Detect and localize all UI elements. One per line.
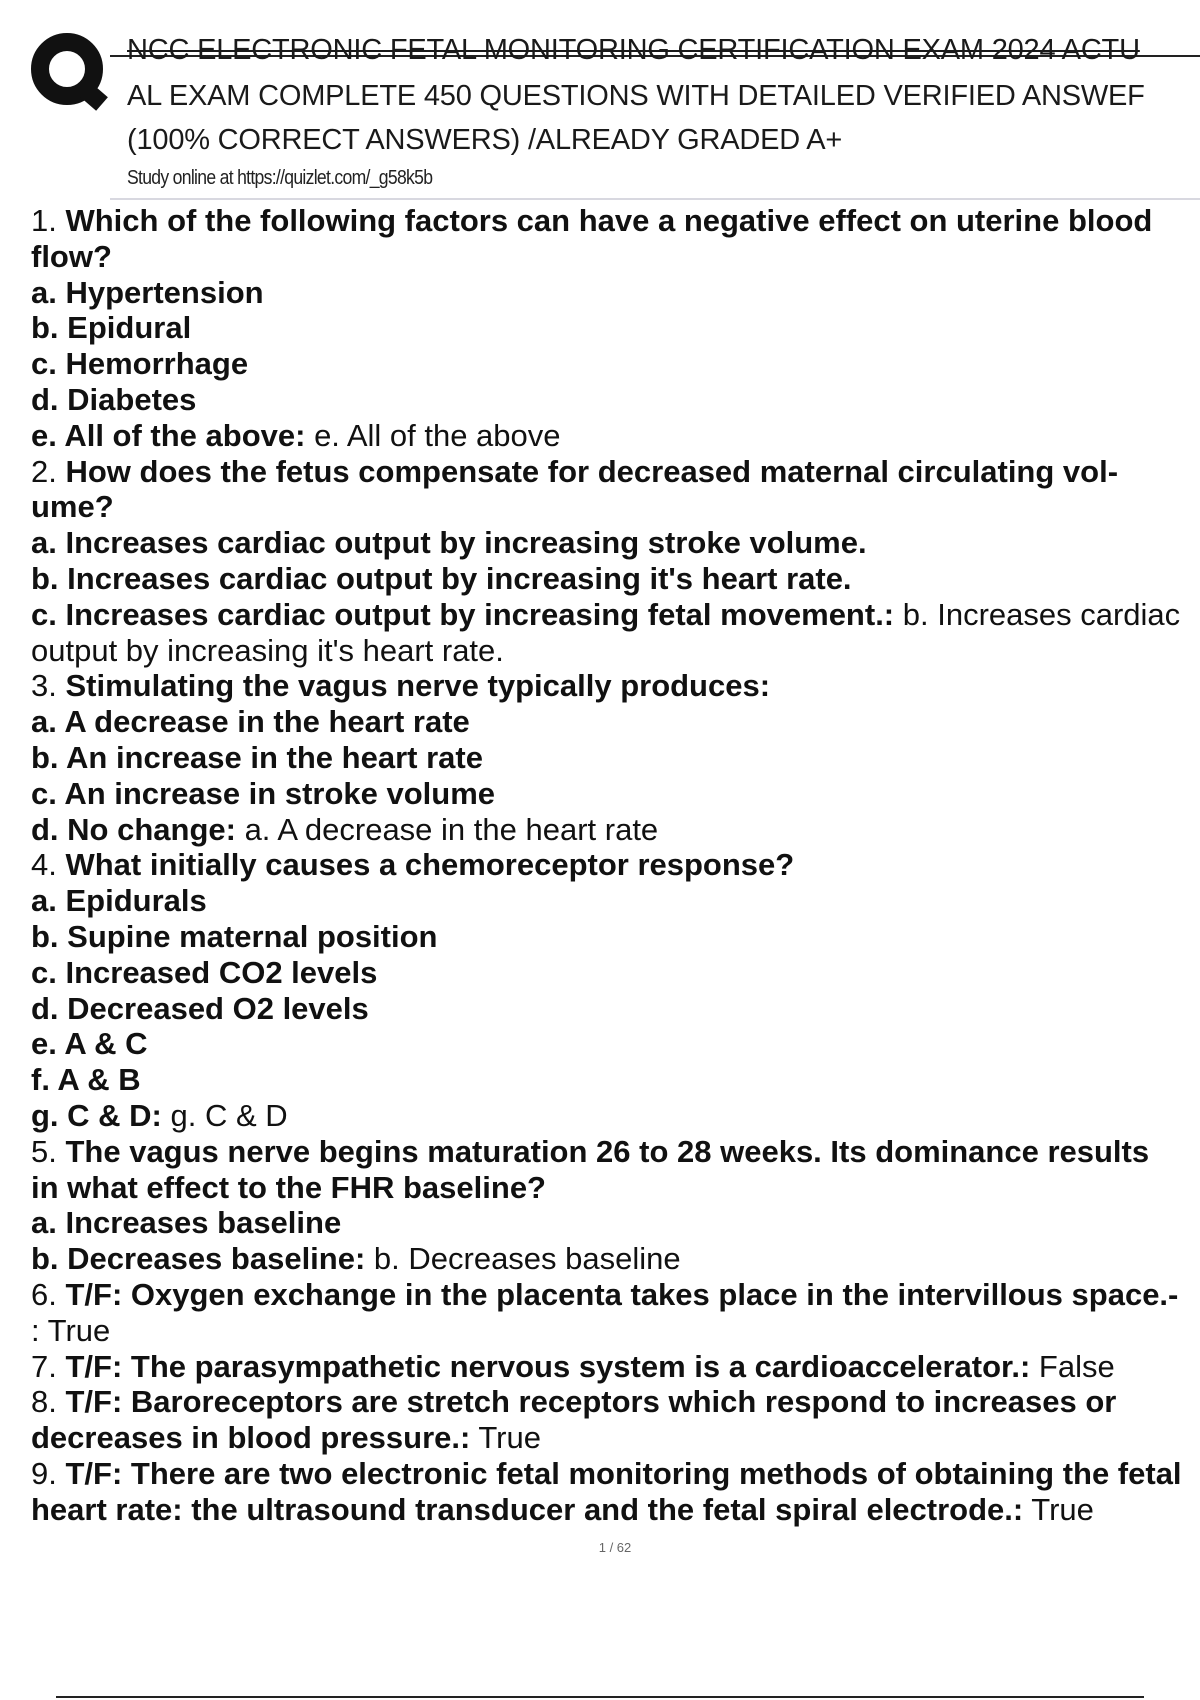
text-line: [31, 883, 1200, 919]
footer-rule: [56, 1696, 1144, 1698]
question-text: Which of the following factors can have a negative effect on uterine blood: [56, 203, 1153, 238]
question-text: c. Hemorrhage: [31, 346, 249, 382]
text-line: [31, 1456, 1200, 1492]
text-line: [31, 955, 1200, 991]
text-line: [31, 1492, 1200, 1528]
question-text: heart rate: the ultrasound transducer and the fetal spiral electrode.:: [31, 1491, 1024, 1527]
question-number: 2.: [31, 453, 57, 489]
text-line: [31, 1420, 1200, 1456]
text-line: [31, 1026, 1200, 1062]
question-text: e. All of the above:: [31, 417, 306, 453]
question-text: Stimulating the vagus nerve typically produces:: [56, 668, 771, 704]
text-line: [31, 203, 1200, 239]
text-line: [31, 1313, 1200, 1349]
text-line: [31, 1241, 1200, 1277]
text-line: [31, 847, 1200, 883]
answer-text: False: [1030, 1348, 1115, 1384]
question-text: a. Increases baseline: [31, 1205, 342, 1241]
question-text: c. An increase in stroke volume: [31, 775, 496, 811]
text-line: [31, 275, 1200, 311]
answer-text: output by increasing it's heart rate.: [31, 632, 504, 668]
page-indicator: 1 / 62: [598, 1540, 632, 1555]
answer-text: b. Increases cardiac: [894, 596, 1181, 632]
document-title-line-3: (100% CORRECT ANSWERS) /ALREADY GRADED A+: [127, 124, 843, 156]
text-line: [31, 1205, 1200, 1241]
answer-text: True: [470, 1420, 541, 1456]
text-line: [31, 525, 1200, 561]
question-number: 6.: [31, 1276, 57, 1312]
text-line: [31, 489, 1200, 525]
question-text: a. A decrease in the heart rate: [31, 704, 470, 740]
text-line: [31, 668, 1200, 704]
question-text: b. Decreases baseline:: [31, 1241, 366, 1277]
text-line: [31, 740, 1200, 776]
question-text: a. Increases cardiac output by increasing stroke volume.: [31, 525, 867, 561]
question-text: g. C & D:: [31, 1097, 162, 1133]
text-line: [31, 239, 1200, 275]
question-text: b. Epidural: [31, 310, 192, 346]
question-number: 5.: [31, 1133, 57, 1169]
question-text: T/F: There are two electronic fetal monitoring methods of obtaining the fetal: [56, 1455, 1182, 1491]
answer-text: g. C & D: [161, 1097, 288, 1133]
question-text: T/F: The parasympathetic nervous system is a cardioaccelerator.:: [56, 1348, 1031, 1384]
question-text: c. Increased CO2 levels: [31, 954, 378, 990]
answer-text: : True: [31, 1312, 111, 1348]
text-line: [31, 1277, 1200, 1313]
text-line: [31, 382, 1200, 418]
text-line: [31, 704, 1200, 740]
question-text: What initially causes a chemoreceptor response?: [56, 847, 795, 883]
text-line: [31, 346, 1200, 382]
text-line: [31, 1349, 1200, 1385]
question-text: T/F: Baroreceptors are stretch receptors which respond to increases or: [56, 1384, 1117, 1420]
text-line: [31, 1134, 1200, 1170]
question-text: f. A & B: [31, 1062, 141, 1098]
question-text: a. Hypertension: [31, 274, 264, 310]
question-text: d. No change:: [31, 811, 236, 847]
text-line: [31, 812, 1200, 848]
question-text: b. Supine maternal position: [31, 918, 438, 954]
answer-text: True: [1023, 1491, 1094, 1527]
question-text: flow?: [31, 238, 112, 274]
text-line: [31, 454, 1200, 490]
text-line: [31, 991, 1200, 1027]
text-line: [31, 1384, 1200, 1420]
text-line: [31, 633, 1200, 669]
question-text: a. Epidurals: [31, 883, 207, 919]
answer-text: e. All of the above: [305, 417, 561, 453]
question-text: decreases in blood pressure.:: [31, 1420, 471, 1456]
text-line: [31, 310, 1200, 346]
text-line: [31, 1098, 1200, 1134]
question-number: 7.: [31, 1348, 57, 1384]
question-text: How does the fetus compensate for decreased maternal circulating vol-: [56, 453, 1119, 489]
document-title-line-1: NCC ELECTRONIC FETAL MONITORING CERTIFICATION EXAM 2024 ACTU: [127, 34, 1140, 66]
question-text: ume?: [31, 489, 114, 525]
question-number: 1.: [31, 203, 57, 238]
answer-text: a. A decrease in the heart rate: [235, 811, 659, 847]
text-line: [31, 418, 1200, 454]
question-text: b. An increase in the heart rate: [31, 739, 483, 775]
text-line: [31, 919, 1200, 955]
question-number: 4.: [31, 847, 57, 883]
question-text: The vagus nerve begins maturation 26 to 28 weeks. Its dominance results: [56, 1133, 1150, 1169]
text-line: [31, 1170, 1200, 1206]
question-list: [31, 203, 1200, 1527]
text-line: [31, 561, 1200, 597]
quizlet-q-logo-icon: [30, 30, 110, 112]
question-number: 3.: [31, 668, 57, 704]
document-title-line-2: AL EXAM COMPLETE 450 QUESTIONS WITH DETAILED VERIFIED ANSWEF: [127, 80, 1145, 112]
question-text: e. A & C: [31, 1026, 148, 1062]
header-divider: [110, 198, 1200, 200]
question-text: d. Decreased O2 levels: [31, 990, 369, 1026]
question-text: d. Diabetes: [31, 381, 197, 417]
question-number: 9.: [31, 1455, 57, 1491]
question-number: 8.: [31, 1384, 57, 1420]
question-text: in what effect to the FHR baseline?: [31, 1169, 546, 1205]
question-text: T/F: Oxygen exchange in the placenta takes place in the intervillous space.-: [56, 1276, 1179, 1312]
text-line: [31, 597, 1200, 633]
study-online-link[interactable]: Study online at https://quizlet.com/_g58k5b: [127, 167, 433, 189]
question-text: b. Increases cardiac output by increasing it's heart rate.: [31, 560, 852, 596]
answer-text: b. Decreases baseline: [365, 1241, 681, 1277]
text-line: [31, 1062, 1200, 1098]
document-header: [0, 0, 1200, 205]
text-line: [31, 776, 1200, 812]
question-text: c. Increases cardiac output by increasing fetal movement.:: [31, 596, 895, 632]
